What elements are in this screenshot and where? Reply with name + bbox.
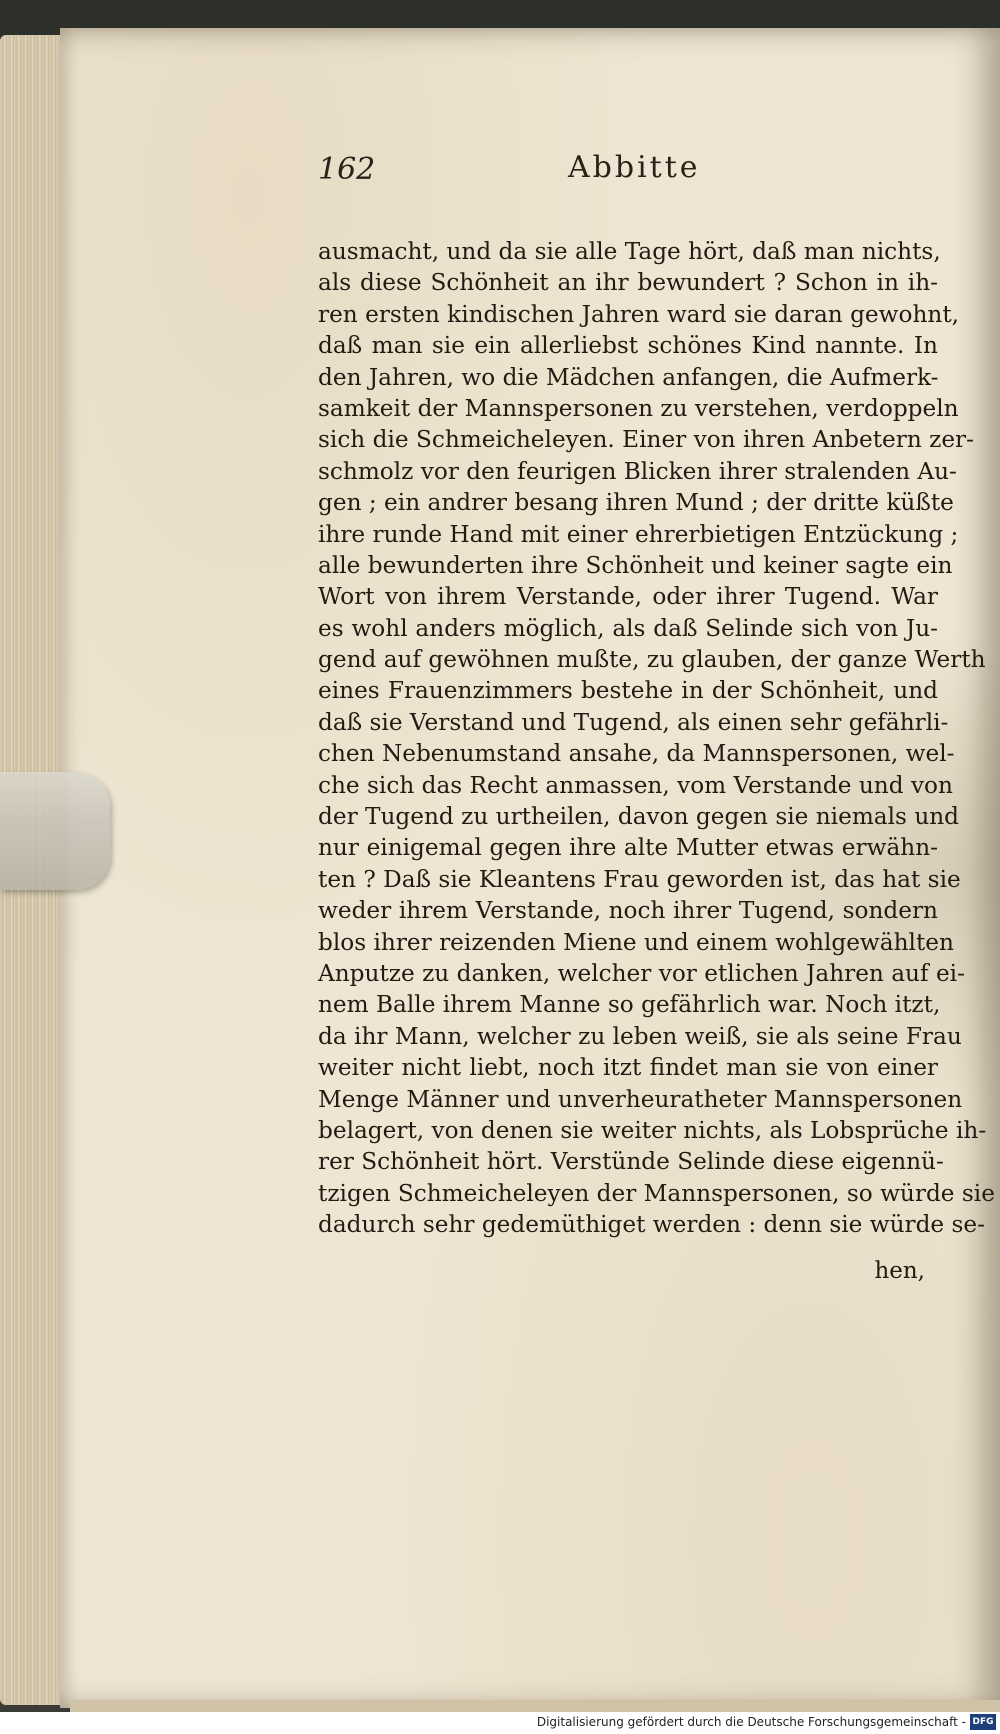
text-line: den Jahren, wo die Mädchen anfangen, die Aufmerk- xyxy=(318,363,939,391)
text-line: ren ersten kindischen Jahren ward sie daran gewohnt, xyxy=(318,300,960,328)
text-line: samkeit der Mannspersonen zu verstehen, verdoppeln xyxy=(318,394,959,422)
text-line: Anputze zu danken, welcher vor etlichen Jahren auf ei- xyxy=(318,959,965,987)
text-line: chen Nebenumstand ansahe, da Mannspersonen, wel- xyxy=(318,740,955,768)
text-line: nem Balle ihrem Manne so gefährlich war. Noch itzt, xyxy=(318,991,941,1019)
text-line: gend auf gewöhnen mußte, zu glauben, der ganze Werth xyxy=(318,646,986,674)
text-line: dadurch sehr gedemüthiget werden : denn sie würde se- xyxy=(318,1211,985,1239)
text-line: da ihr Mann, welcher zu leben weiß, sie als seine Frau xyxy=(318,1022,962,1050)
text-line: daß man sie ein allerliebst schönes Kind nannte. In xyxy=(318,332,938,360)
catchword: hen, xyxy=(874,1258,925,1284)
text-line: weder ihrem Verstande, noch ihrer Tugend, sondern xyxy=(318,897,938,925)
dfg-logo-icon: DFG xyxy=(970,1714,996,1730)
text-line: Menge Männer und unverheuratheter Mannspersonen xyxy=(318,1085,963,1113)
page-edge-bottom xyxy=(70,1700,1000,1712)
text-line: ausmacht, und da sie alle Tage hört, daß man nichts, xyxy=(318,238,941,265)
text-line: nur einigemal gegen ihre alte Mutter etwas erwähn- xyxy=(318,834,938,862)
text-line: weiter nicht liebt, noch itzt findet man sie von einer xyxy=(318,1054,938,1082)
text-line: als diese Schönheit an ihr bewundert ? Schon in ih- xyxy=(318,269,938,297)
text-line: es wohl anders möglich, als daß Selinde sich von Ju- xyxy=(318,614,938,642)
text-line: Wort von ihrem Verstande, oder ihrer Tugend. War xyxy=(318,583,938,611)
text-line: ihre runde Hand mit einer ehrerbietigen Entzückung ; xyxy=(318,520,959,548)
text-line: ten ? Daß sie Kleantens Frau geworden ist, das hat sie xyxy=(318,865,961,893)
text-line: daß sie Verstand und Tugend, als einen sehr gefährli- xyxy=(318,708,949,736)
text-line: belagert, von denen sie weiter nichts, als Lobsprüche ih- xyxy=(318,1116,987,1144)
page-number: 162 xyxy=(318,152,376,187)
text-line: alle bewunderten ihre Schönheit und keiner sagte ein xyxy=(318,551,953,579)
text-line: gen ; ein andrer besang ihren Mund ; der dritte küßte xyxy=(318,489,954,517)
body-text xyxy=(318,236,995,1241)
text-line: der Tugend zu urtheilen, davon gegen sie niemals und xyxy=(318,803,960,831)
running-head: Abbitte xyxy=(568,150,701,185)
text-line: sich die Schmeicheleyen. Einer von ihren Anbetern zer- xyxy=(318,426,974,454)
text-line: rer Schönheit hört. Verstünde Selinde diese eigennü- xyxy=(318,1148,944,1176)
text-line: tzigen Schmeicheleyen der Mannspersonen, so würde sie xyxy=(318,1179,995,1207)
book-clip xyxy=(0,772,110,890)
text-line: schmolz vor den feurigen Blicken ihrer stralenden Au- xyxy=(318,457,957,485)
text-line: blos ihrer reizenden Miene und einem wohlgewählten xyxy=(318,928,954,956)
footer-credit: Digitalisierung gefördert durch die Deutsche Forschungsgemeinschaft - xyxy=(536,1715,966,1729)
text-line: eines Frauenzimmers bestehe in der Schönheit, und xyxy=(318,677,938,705)
text-line: che sich das Recht anmassen, vom Verstande und von xyxy=(318,771,953,799)
